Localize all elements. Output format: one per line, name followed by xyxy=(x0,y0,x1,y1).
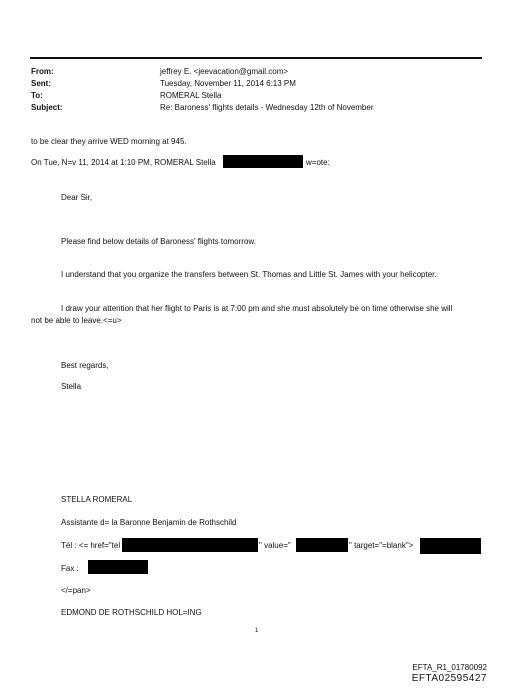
quote-intro-end: w=ote: xyxy=(306,158,330,167)
signature-title: Assistante d= la Baronne Benjamin de Rothschild xyxy=(61,518,237,527)
from-value: jeffrey E. <jeevacation@gmail.com> xyxy=(160,67,289,76)
redaction-block xyxy=(88,560,148,574)
paragraph-3-line-1: I draw your attention that her flight to Paris is at 7:00 pm and she must absolutely be on time otherwise she will xyxy=(61,304,453,313)
signature-tel-end: " target="=blank"> xyxy=(349,541,414,550)
signature-tel-start: Tél : <= href="tel xyxy=(61,541,121,550)
footer-reference-1: EFTA_R1_01780092 xyxy=(412,663,487,672)
signature-tel-middle: " value=" xyxy=(259,541,291,550)
subject-value: Re: Baroness' flights details - Wednesday 12th of November xyxy=(160,103,374,112)
sign-first-name: Stella xyxy=(61,382,82,391)
to-value: ROMERAL Stella xyxy=(160,91,222,100)
redaction-block xyxy=(296,538,348,552)
footer-reference-2: EFTA02595427 xyxy=(411,673,487,684)
redaction-block xyxy=(122,538,258,552)
page-number: 1 xyxy=(255,628,259,634)
paragraph-2: I understand that you organize the transfers between St. Thomas and Little St. James with your helicopter. xyxy=(61,270,437,279)
greeting: Dear Sir, xyxy=(61,193,93,202)
signature-company: EDMOND DE ROTHSCHILD HOL=ING xyxy=(61,608,202,617)
paragraph-1: Please find below details of Baroness' flights tomorrow. xyxy=(61,237,256,246)
to-label: To: xyxy=(31,91,43,100)
reply-line: to be clear they arrive WED morning at 945. xyxy=(31,137,187,146)
sent-label: Sent: xyxy=(31,79,51,88)
paragraph-3-line-2: not be able to leave.<=u> xyxy=(31,316,122,325)
subject-label: Subject: xyxy=(31,103,63,112)
quote-intro-start: On Tue, N=v 11, 2014 at 1:10 PM, ROMERAL Stella xyxy=(31,158,216,167)
redaction-block xyxy=(223,155,303,168)
sent-value: Tuesday, November 11, 2014 6:13 PM xyxy=(160,79,296,88)
header-divider xyxy=(30,57,482,59)
from-label: From: xyxy=(31,67,54,76)
signature-fax-label: Fax : xyxy=(61,564,79,573)
signature-span-close: </=pan> xyxy=(61,586,91,595)
closing: Best regards, xyxy=(61,361,109,370)
signature-name: STELLA ROMERAL xyxy=(61,495,133,504)
redaction-block xyxy=(420,538,481,554)
